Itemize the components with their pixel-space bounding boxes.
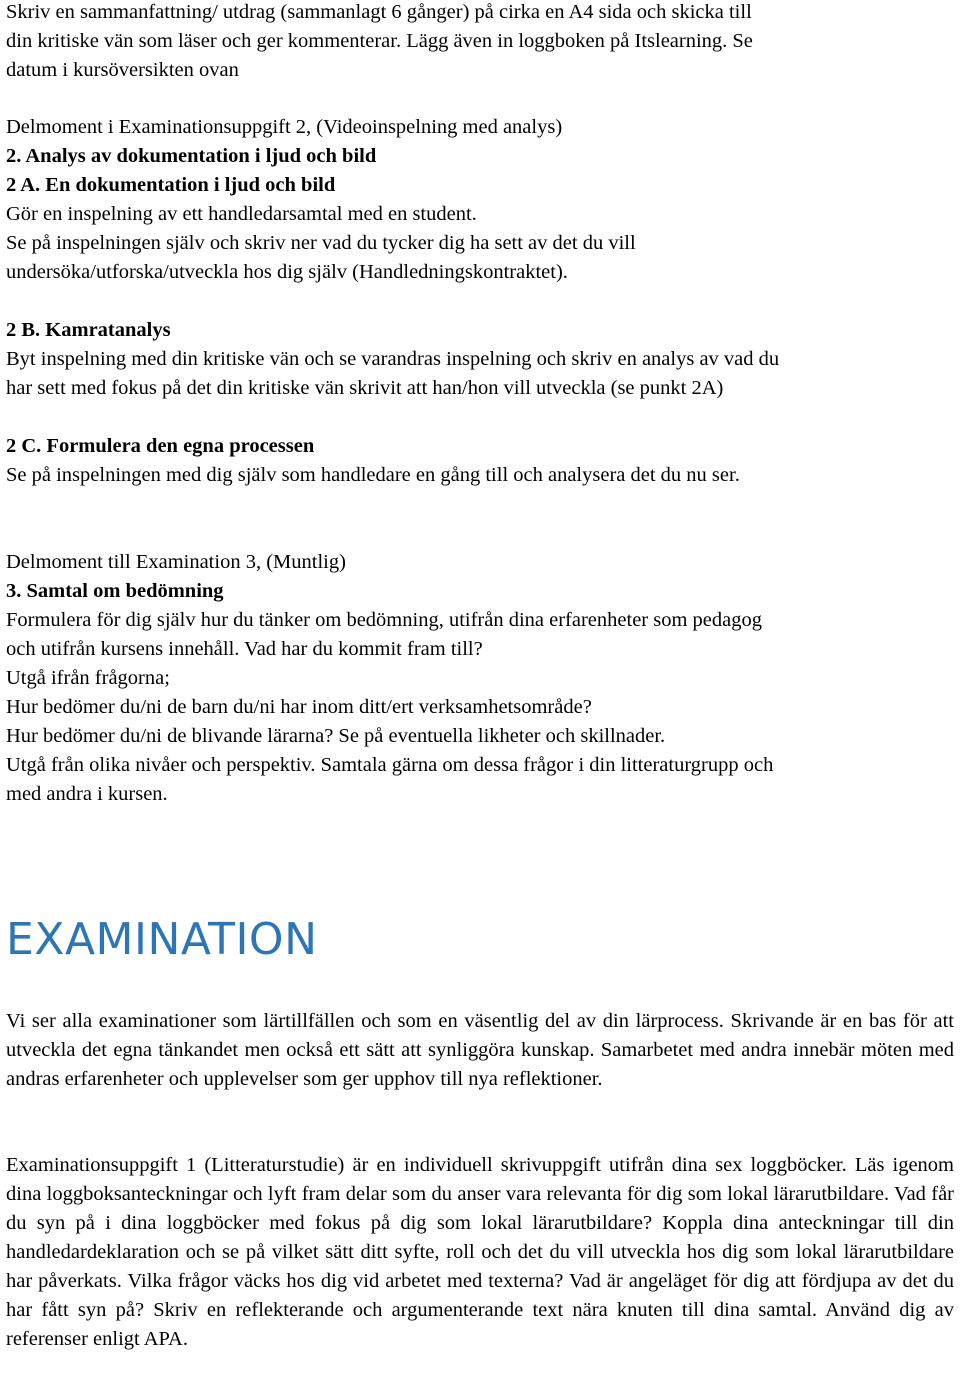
part3-line-2: och utifrån kursens innehåll. Vad har du kommit fram till? <box>6 638 483 660</box>
part2c-heading: 2 C. Formulera den egna processen <box>6 435 315 457</box>
examination-title: EXAMINATION <box>6 914 318 965</box>
part2a-line-3: undersöka/utforska/utveckla hos dig själv (Handledningskontraktet). <box>6 261 568 283</box>
examination-paragraph-1: Vi ser alla examinationer som lärtillfällen och som en väsentlig del av din lärprocess. Skrivande är en bas för att utveckla det egna tänkandet men också ett sätt att synliggöra kunskap. Samarbetet med andra innebär möten med andras erfarenheter och upplevelser som ger upphov till nya reflektioner. <box>6 1010 954 1090</box>
part2-heading: 2. Analys av dokumentation i ljud och bild <box>6 145 377 167</box>
part3-line-3: Utgå ifrån frågorna; <box>6 667 170 689</box>
part2b-heading: 2 B. Kamratanalys <box>6 319 171 341</box>
part3-line-6: Utgå från olika nivåer och perspektiv. Samtala gärna om dessa frågor i din litteraturgrupp och <box>6 754 774 776</box>
part3-line-7: med andra i kursen. <box>6 783 168 805</box>
part2b-line-2: har sett med fokus på det din kritiske vän skrivit att han/hon vill utveckla (se punkt 2A) <box>6 377 724 399</box>
part2a-line-1: Gör en inspelning av ett handledarsamtal med en student. <box>6 203 477 225</box>
intro-line-1: Skriv en sammanfattning/ utdrag (sammanlagt 6 gånger) på cirka en A4 sida och skicka till <box>6 1 752 23</box>
part2c-line-1: Se på inspelningen med dig själv som handledare en gång till och analysera det du nu ser. <box>6 464 740 486</box>
intro-line-3: datum i kursöversikten ovan <box>6 59 239 81</box>
part2a-heading: 2 A. En dokumentation i ljud och bild <box>6 174 336 196</box>
part3-line-5: Hur bedömer du/ni de blivande lärarna? Se på eventuella likheter och skillnader. <box>6 725 666 747</box>
part2-intro: Delmoment i Examinationsuppgift 2, (Videoinspelning med analys) <box>6 116 563 138</box>
part3-line-4: Hur bedömer du/ni de barn du/ni har inom ditt/ert verksamhetsområde? <box>6 696 592 718</box>
part2b-line-1: Byt inspelning med din kritiske vän och se varandras inspelning och skriv en analys av vad du <box>6 348 780 370</box>
part3-intro: Delmoment till Examination 3, (Muntlig) <box>6 551 346 573</box>
part3-heading: 3. Samtal om bedömning <box>6 580 224 602</box>
part3-line-1: Formulera för dig själv hur du tänker om bedömning, utifrån dina erfarenheter som pedagog <box>6 609 762 631</box>
examination-paragraph-2: Examinationsuppgift 1 (Litteraturstudie) är en individuell skrivuppgift utifrån dina sex loggböcker. Läs igenom dina loggboksanteckningar och lyft fram delar som du anser vara relevanta för dig som lokal lärarutbildare. Vad får du syn på i dina loggböcker med fokus på dig som lokal lärarutbildare? Koppla dina anteckningar till din handledardeklaration och se på vilket sätt ditt syfte, roll och det du vill utveckla hos dig som lokal lärarutbildare har påverkats. Vilka frågor väcks hos dig vid arbetet med texterna? Vad är angeläget för dig att fördjupa av det du har fått syn på? Skriv en reflekterande och argumenterande text nära knuten till dina samtal. Använd dig av referenser enligt APA. <box>6 1154 954 1350</box>
intro-line-2: din kritiske vän som läser och ger kommenterar. Lägg även in loggboken på Itslearning. Se <box>6 30 753 52</box>
part2a-line-2: Se på inspelningen själv och skriv ner vad du tycker dig ha sett av det du vill <box>6 232 636 254</box>
